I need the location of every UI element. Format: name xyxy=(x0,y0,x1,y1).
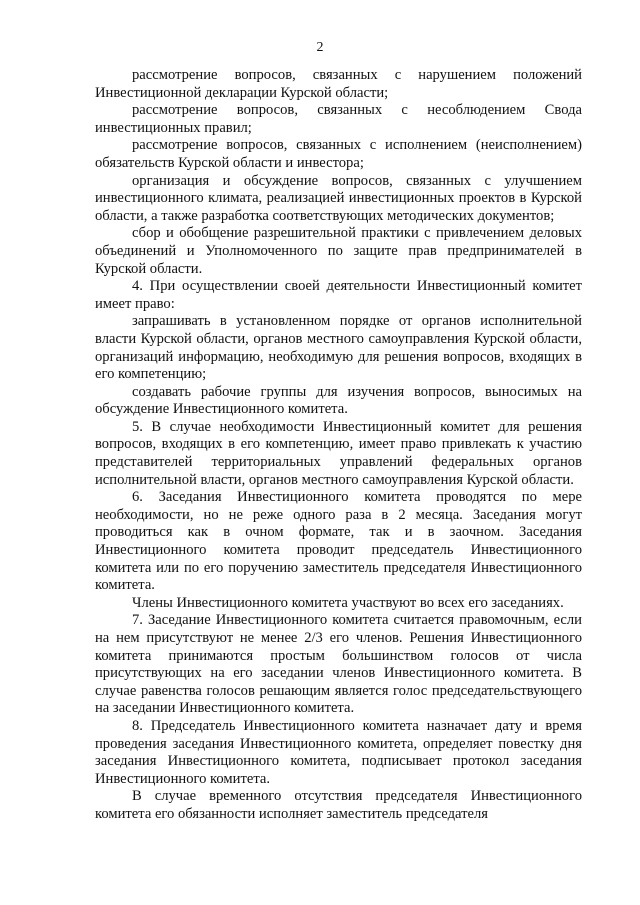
paragraph-violation-declaration: рассмотрение вопросов, связанных с нарушением положений Инвестиционной декларации Курской области; xyxy=(95,67,582,101)
paragraph-section-4: 4. При осуществлении своей деятельности Инвестиционный комитет имеет право: xyxy=(95,278,582,312)
document-body xyxy=(95,67,582,824)
paragraph-section-7: 7. Заседание Инвестиционного комитета считается правомочным, если на нем присутствуют не менее 2/3 его членов. Решения Инвестиционного комитета принимаются простым большинством голосов от числа присутствующих на его заседании членов Инвестиционного комитета. В случае равенства голосов решающим является голос председательствующего на заседании Инвестиционного комитета. xyxy=(95,612,582,717)
paragraph-section-5: 5. В случае необходимости Инвестиционный комитет для решения вопросов, входящих в его компетенцию, имеет право привлекать к участию представителей территориальных управлений федеральных органов исполнительной власти, органов местного самоуправления Курской области. xyxy=(95,418,582,488)
page-number: 2 xyxy=(316,40,324,55)
paragraph-request-information: запрашивать в установленном порядке от органов исполнительной власти Курской области, органов местного самоуправления Курской области, организаций информацию, необходимую для решения вопросов, входящих в его компетенцию; xyxy=(95,313,582,383)
paragraph-section-8: 8. Председатель Инвестиционного комитета назначает дату и время проведения заседания Инвестиционного комитета, определяет повестку дня заседания Инвестиционного комитета, подписывает протокол заседания Инвестиционного комитета. xyxy=(95,717,582,787)
paragraph-working-groups: создавать рабочие группы для изучения вопросов, выносимых на обсуждение Инвестиционного комитета. xyxy=(95,383,582,418)
paragraph-members-participation: Члены Инвестиционного комитета участвуют во всех его заседаниях. xyxy=(132,594,564,611)
paragraph-temporary-absence: В случае временного отсутствия председателя Инвестиционного комитета его обязанности исполняет заместитель председателя xyxy=(95,788,582,822)
paragraph-investment-rules: рассмотрение вопросов, связанных с несоблюдением Свода инвестиционных правил; xyxy=(95,102,582,136)
paragraph-section-6: 6. Заседания Инвестиционного комитета проводятся по мере необходимости, но не реже одного раза в 2 месяца. Заседания могут проводиться как в очном формате, так и в заочном. Заседания Инвестиционного комитета проводит председатель Инвестиционного комитета или по его поручению заместитель председателя Инвестиционного комитета. xyxy=(95,489,582,594)
paragraph-permit-practice: сбор и обобщение разрешительной практики с привлечением деловых объединений и Уполномоченного по защите прав предпринимателей в Курской области. xyxy=(95,225,582,277)
paragraph-obligations: рассмотрение вопросов, связанных с исполнением (неисполнением) обязательств Курской области и инвестора; xyxy=(95,137,582,171)
paragraph-investment-climate: организация и обсуждение вопросов, связанных с улучшением инвестиционного климата, реализацией инвестиционных проектов в Курской области, а также разработка соответствующих методических документов; xyxy=(95,172,582,224)
